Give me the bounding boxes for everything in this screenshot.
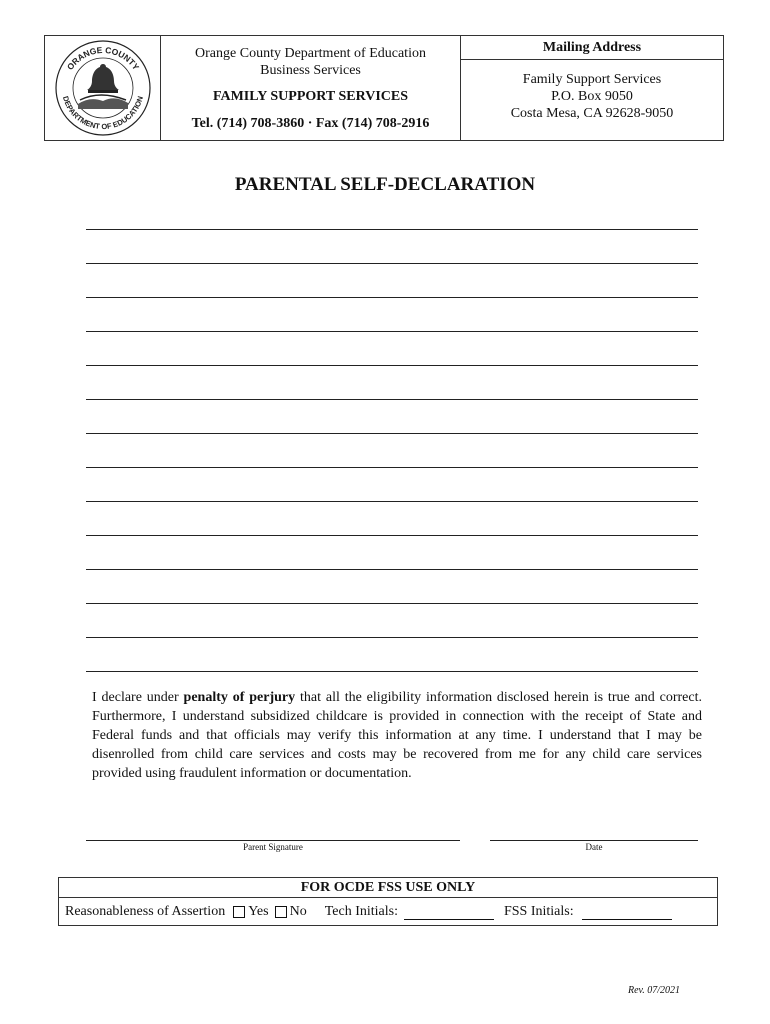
mailing-title: Mailing Address bbox=[461, 36, 723, 60]
letterhead bbox=[44, 35, 724, 141]
declaration-after: that all the eligibility information disclosed herein is true and correct. Furthermore, I understand subsidized childcare is provided in connection with the receipt of State and Federal funds and that officials may verify this information at any time. I understand that I may be disenrolled from child care services and costs may be recovered from me for any child care services provided using fraudulent information or documentation. bbox=[92, 690, 702, 781]
writing-line[interactable] bbox=[86, 365, 698, 366]
organization-block bbox=[161, 36, 461, 140]
declaration-before: I declare under bbox=[92, 690, 184, 705]
office-use-row bbox=[58, 898, 718, 926]
tech-initials-label: Tech Initials: bbox=[324, 903, 398, 919]
writing-line[interactable] bbox=[86, 399, 698, 400]
writing-line[interactable] bbox=[86, 433, 698, 434]
parent-signature-line[interactable] bbox=[86, 840, 460, 841]
seal-cell bbox=[45, 36, 161, 140]
tech-initials-field[interactable] bbox=[404, 903, 494, 920]
mailing-line-2: P.O. Box 9050 bbox=[551, 89, 633, 104]
writing-line[interactable] bbox=[86, 331, 698, 332]
writing-line[interactable] bbox=[86, 569, 698, 570]
mailing-line-1: Family Support Services bbox=[522, 72, 662, 87]
writing-line[interactable] bbox=[86, 467, 698, 468]
org-division: Business Services bbox=[260, 63, 361, 78]
org-program: FAMILY SUPPORT SERVICES bbox=[212, 89, 409, 104]
revision-date: Rev. 07/2021 bbox=[627, 985, 680, 996]
fss-initials-field[interactable] bbox=[582, 903, 672, 920]
date-line[interactable] bbox=[490, 840, 698, 841]
office-use-box bbox=[58, 877, 718, 926]
svg-text:DEPARTMENT OF EDUCATION: DEPARTMENT OF EDUCATION bbox=[60, 95, 145, 132]
writing-line[interactable] bbox=[86, 229, 698, 230]
mailing-address-block bbox=[461, 36, 723, 140]
yes-checkbox[interactable] bbox=[233, 906, 245, 918]
fss-initials-label: FSS Initials: bbox=[503, 903, 574, 919]
office-use-heading: FOR OCDE FSS USE ONLY bbox=[58, 877, 718, 898]
declaration-text bbox=[92, 688, 702, 783]
writing-line[interactable] bbox=[86, 671, 698, 672]
org-phone-fax: Tel. (714) 708-3860 · Fax (714) 708-2916 bbox=[191, 116, 430, 131]
writing-line[interactable] bbox=[86, 263, 698, 264]
writing-line[interactable] bbox=[86, 501, 698, 502]
parent-signature-label: Parent Signature bbox=[243, 842, 303, 852]
writing-line[interactable] bbox=[86, 535, 698, 536]
ocde-seal-logo bbox=[50, 38, 156, 138]
writing-line[interactable] bbox=[86, 297, 698, 298]
reasonableness-label: Reasonableness of Assertion bbox=[65, 903, 226, 919]
org-name: Orange County Department of Education bbox=[195, 46, 426, 61]
mailing-line-3: Costa Mesa, CA 92628-9050 bbox=[510, 106, 674, 121]
yes-label: Yes bbox=[248, 903, 269, 919]
writing-line[interactable] bbox=[86, 637, 698, 638]
page-title: PARENTAL SELF-DECLARATION bbox=[234, 174, 536, 195]
date-label: Date bbox=[585, 842, 603, 852]
declaration-bold: penalty of perjury bbox=[183, 690, 296, 705]
writing-line[interactable] bbox=[86, 603, 698, 604]
svg-text:ORANGE COUNTY: ORANGE COUNTY bbox=[64, 44, 141, 72]
no-checkbox[interactable] bbox=[275, 906, 287, 918]
no-label: No bbox=[289, 903, 307, 919]
